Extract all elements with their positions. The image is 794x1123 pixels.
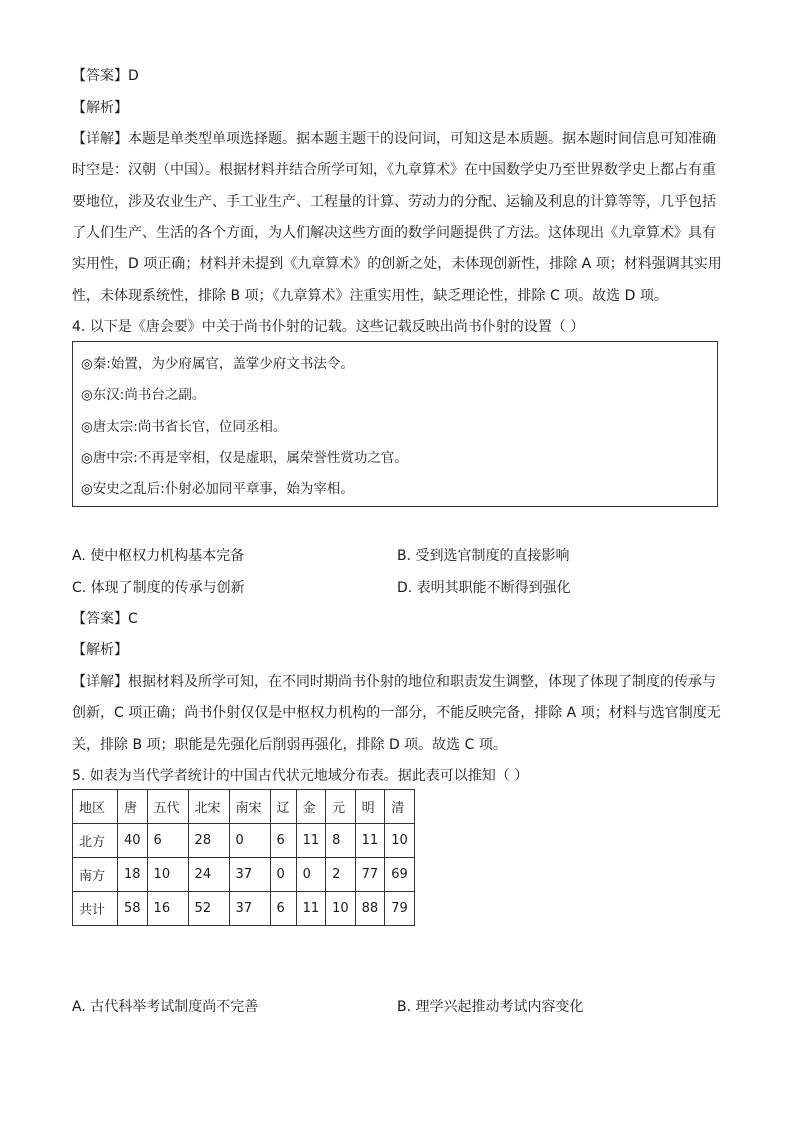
q4-detail-line: 创新，C 项正确；尚书仆射仅仅是中枢权力机构的一部分，不能反映完备，排除 A 项；材料与选官制度无 (72, 705, 721, 721)
table-cell: 6 (270, 824, 296, 858)
q3-detail-line: 【详解】本题是单类型单项选择题。据本题主题干的设问词，可知这是本质题。据本题时间信息可知准确 (72, 131, 716, 147)
table-cell: 6 (147, 824, 188, 858)
table-cell: 37 (229, 858, 270, 892)
q4-option-d[interactable]: D. 表明其职能不断得到强化 (397, 580, 571, 596)
table-cell: 77 (355, 858, 385, 892)
q5-option-b[interactable]: B. 理学兴起推动考试内容变化 (397, 999, 584, 1015)
q3-detail-line: 实用性，D 项正确；材料并未提到《九章算术》的创新之处，未体现创新性，排除 A 项；材料强调其实用 (72, 256, 722, 272)
table-header-cell: 明 (355, 790, 385, 824)
q4-material-line: ◎安史之乱后:仆射必加同平章事，始为宰相。 (81, 481, 354, 497)
table-cell: 52 (188, 892, 229, 926)
table-cell: 11 (296, 892, 326, 926)
q3-answer: 【答案】D (72, 68, 139, 84)
table-cell: 79 (385, 892, 415, 926)
table-cell: 28 (188, 824, 229, 858)
q4-analysis-heading: 【解析】 (72, 642, 128, 658)
table-row (73, 824, 415, 858)
q4-answer: 【答案】C (72, 611, 138, 627)
q4-stem: 4. 以下是《唐会要》中关于尚书仆射的记载。这些记载反映出尚书仆射的设置（ ） (72, 319, 585, 335)
table-cell: 10 (385, 824, 415, 858)
q4-material-box (72, 341, 718, 507)
table-header-cell: 南宋 (229, 790, 270, 824)
q4-detail-line: 关，排除 B 项；职能是先强化后削弱再强化，排除 D 项。故选 C 项。 (72, 737, 507, 753)
table-cell: 8 (326, 824, 356, 858)
table-header-cell: 金 (296, 790, 326, 824)
table-cell: 10 (326, 892, 356, 926)
table-cell: 18 (118, 858, 148, 892)
q3-detail-line: 了人们生产、生活的各个方面，为人们解决这些方面的数学问题提供了方法。这体现出《九章算术》具有 (72, 225, 716, 241)
table-header-cell: 北宋 (188, 790, 229, 824)
q4-detail-line: 【详解】根据材料及所学可知，在不同时期尚书仆射的地位和职责发生调整，体现了体现了制度的传承与 (72, 674, 716, 690)
q4-material-line: ◎秦:始置，为少府属官，盖掌少府文书法令。 (81, 356, 354, 372)
table-cell: 37 (229, 892, 270, 926)
table-cell: 11 (296, 824, 326, 858)
table-header-cell: 辽 (270, 790, 296, 824)
table-header-cell: 唐 (118, 790, 148, 824)
table-header-row (73, 790, 415, 824)
q4-material-line: ◎唐太宗:尚书省长官，位同丞相。 (81, 419, 287, 435)
q4-material-line: ◎唐中宗:不再是宰相，仅是虚职，属荣誉性赏功之官。 (81, 450, 408, 466)
table-cell: 10 (147, 858, 188, 892)
q4-material-line: ◎东汉:尚书台之副。 (81, 387, 206, 403)
table-cell: 24 (188, 858, 229, 892)
table-cell: 58 (118, 892, 148, 926)
table-cell: 40 (118, 824, 148, 858)
q5-stem: 5. 如表为当代学者统计的中国古代状元地域分布表。据此表可以推知（ ） (72, 768, 529, 784)
table-cell: 共计 (73, 892, 118, 926)
table-row (73, 858, 415, 892)
q3-detail-line: 性，未体现系统性，排除 B 项；《九章算术》注重实用性，缺乏理论性，排除 C 项。故选 D 项。 (72, 288, 668, 304)
table-cell: 6 (270, 892, 296, 926)
table-cell: 69 (385, 858, 415, 892)
table-row (73, 892, 415, 926)
table-cell: 11 (355, 824, 385, 858)
table-cell: 0 (296, 858, 326, 892)
q4-option-c[interactable]: C. 体现了制度的传承与创新 (72, 580, 245, 596)
q3-detail-line: 时空是：汉朝（中国）。根据材料并结合所学可知，《九章算术》在中国数学史乃至世界数学史上都占有重 (72, 162, 716, 178)
table-cell: 88 (355, 892, 385, 926)
q4-option-a[interactable]: A. 使中枢权力机构基本完备 (72, 548, 245, 564)
table-cell: 0 (229, 824, 270, 858)
q4-option-b[interactable]: B. 受到选官制度的直接影响 (397, 548, 570, 564)
table-header-cell: 元 (326, 790, 356, 824)
q3-detail-line: 要地位，涉及农业生产、手工业生产、工程量的计算、劳动力的分配、运输及利息的计算等等，几乎包括 (72, 194, 716, 210)
table-cell: 2 (326, 858, 356, 892)
table-cell: 北方 (73, 824, 118, 858)
q5-data-table (72, 789, 415, 926)
table-header-cell: 地区 (73, 790, 118, 824)
q3-analysis-heading: 【解析】 (72, 100, 128, 116)
table-header-cell: 五代 (147, 790, 188, 824)
table-cell: 南方 (73, 858, 118, 892)
table-header-cell: 清 (385, 790, 415, 824)
table-cell: 16 (147, 892, 188, 926)
table-cell: 0 (270, 858, 296, 892)
q5-option-a[interactable]: A. 古代科举考试制度尚不完善 (72, 999, 259, 1015)
